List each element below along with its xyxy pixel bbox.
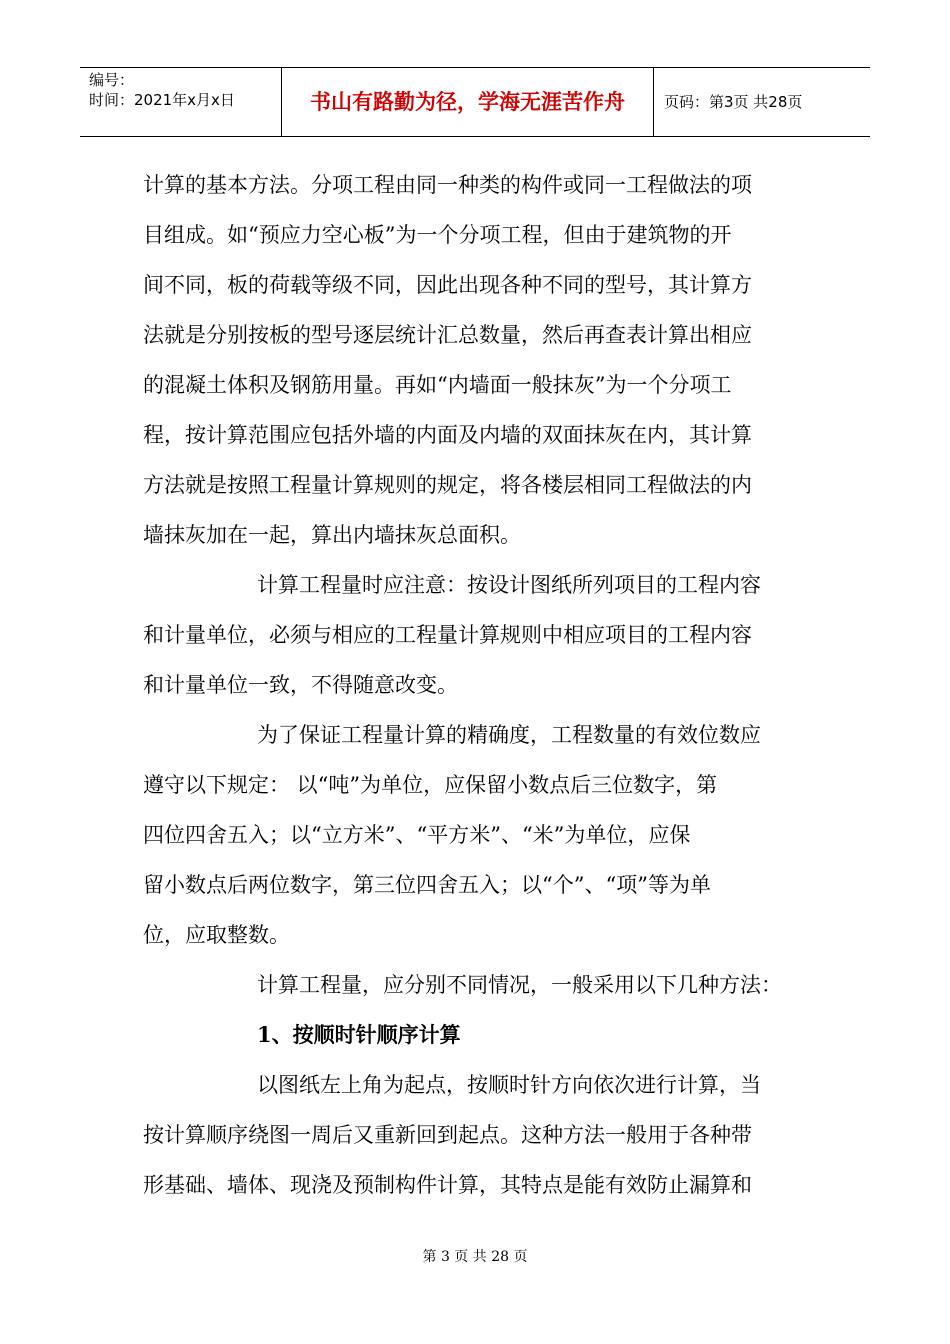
header-info-cell	[80, 68, 282, 136]
body-line: 留小数点后两位数字，第三位四舍五入；以“个”、“项”等为单	[143, 873, 711, 897]
body-line: 和计量单位，必须与相应的工程量计算规则中相应项目的工程内容	[143, 623, 752, 647]
body-line: 遵守以下规定： 以“吨”为单位，应保留小数点后三位数字，第	[143, 773, 718, 797]
page-footer: 第 3 页 共 28 页	[422, 1249, 528, 1265]
header-motto: 书山有路勤为径，学海无涯苦作舟	[282, 68, 654, 136]
document-header	[80, 67, 870, 137]
body-line: 的混凝土体积及钢筋用量。再如“内墙面一般抹灰”为一个分项工	[143, 373, 732, 397]
body-line: 墙抹灰加在一起，算出内墙抹灰总面积。	[143, 523, 521, 547]
paragraph-start-line: 计算工程量，应分别不同情况，一般采用以下几种方法：	[257, 973, 782, 997]
body-line: 按计算顺序绕图一周后又重新回到起点。这种方法一般用于各种带	[143, 1123, 752, 1147]
body-line: 位，应取整数。	[143, 923, 290, 947]
body-line: 法就是分别按板的型号逐层统计汇总数量，然后再查表计算出相应	[143, 323, 752, 347]
paragraph-start-line: 为了保证工程量计算的精确度，工程数量的有效位数应	[257, 723, 761, 747]
body-line: 目组成。如“预应力空心板”为一个分项工程，但由于建筑物的开	[143, 223, 732, 247]
body-line: 计算的基本方法。分项工程由同一种类的构件或同一工程做法的项	[143, 173, 752, 197]
body-line: 程，按计算范围应包括外墙的内面及内墙的双面抹灰在内，其计算	[143, 423, 752, 447]
header-page-code: 页码：第3页 共28页	[664, 93, 803, 111]
paragraph-start-line: 计算工程量时应注意：按设计图纸所列项目的工程内容	[257, 573, 761, 597]
document-body	[143, 160, 805, 1210]
body-line: 和计量单位一致，不得随意改变。	[143, 673, 458, 697]
body-line: 四位四舍五入；以“立方米”、“平方米”、“米”为单位，应保	[143, 823, 691, 847]
paragraph-start-line: 以图纸左上角为起点，按顺时针方向依次进行计算，当	[257, 1073, 761, 1097]
body-line: 形基础、墙体、现浇及预制构件计算，其特点是能有效防止漏算和	[143, 1173, 752, 1197]
section-heading: 1、按顺时针顺序计算	[257, 1022, 461, 1047]
body-line: 方法就是按照工程量计算规则的规定，将各楼层相同工程做法的内	[143, 473, 752, 497]
number-label: 编号：	[89, 71, 135, 89]
date-label: 时间：2021年x月x日	[89, 91, 235, 109]
body-line: 间不同，板的荷载等级不同，因此出现各种不同的型号，其计算方	[143, 273, 752, 297]
